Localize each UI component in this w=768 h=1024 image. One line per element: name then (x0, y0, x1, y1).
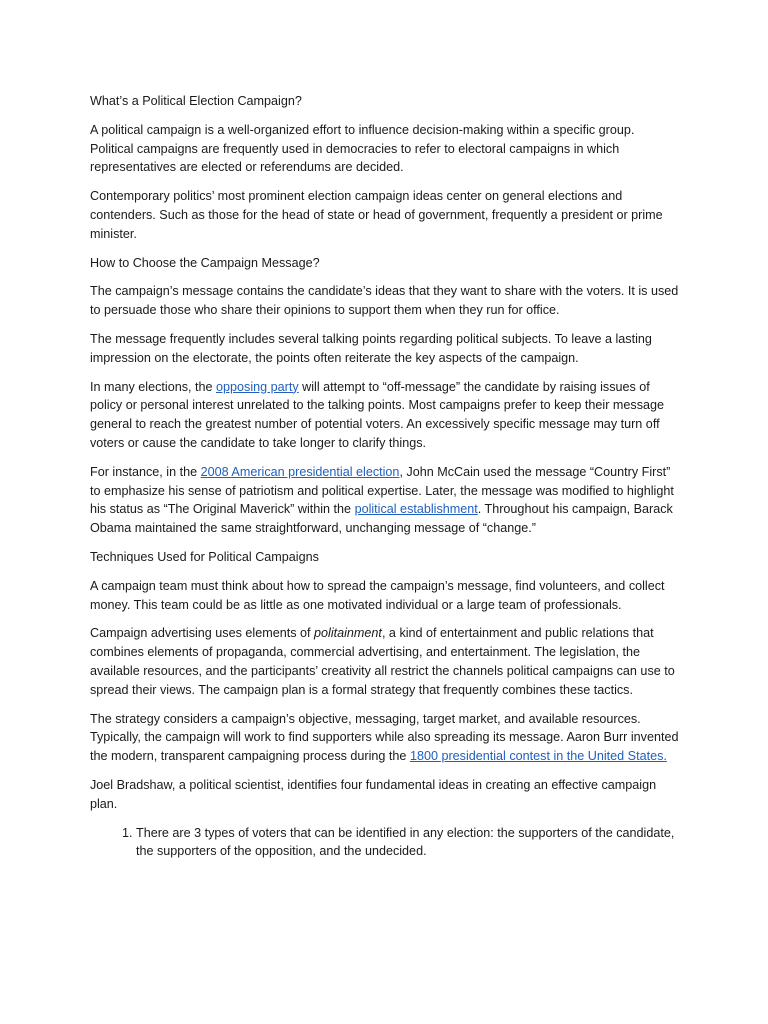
paragraph-talking-points: The message frequently includes several talking points regarding political subjects. To leave a lasting impression on the electorate, the points often reiterate the key aspects of the campaign. (90, 331, 652, 365)
link-2008-election[interactable]: 2008 American presidential election (200, 464, 400, 479)
section-heading-campaign-message: How to Choose the Campaign Message? (90, 255, 320, 270)
paragraph-off-message (90, 378, 680, 453)
section-heading-what-is-campaign: What’s a Political Election Campaign? (90, 94, 302, 108)
paragraph-advertising (90, 624, 680, 699)
paragraph-campaign-team: A campaign team must think about how to spread the campaign’s message, find volunteers, and collect money. This team could be as little as one motivated individual or a large team of professionals. (90, 578, 665, 612)
term-politainment: politainment (314, 626, 382, 641)
paragraph-advertising-text-2: , a kind of entertainment and public relations that combines elements of propaganda, commercial advertising, and entertainment. The legislation, the available resources, and the participants’ creativity all restrict the channels political campaigns can use to spread their views. The campaign plan is a formal strategy that frequently combines these tactics. (90, 626, 675, 697)
paragraph-mccain-text-2: , John McCain used the message “Country First” to emphasize his sense of patriotism and political expertise. Later, the message was modified to highlight his status as “The Original Maverick” within the (90, 464, 674, 517)
paragraph-campaign-message: The campaign’s message contains the candidate’s ideas that they want to share with the voters. It is used to persuade those who share their opinions to support them when they run for office. (90, 284, 679, 318)
link-opposing-party[interactable]: opposing party (216, 379, 299, 394)
link-political-establishment[interactable]: political establishment (354, 502, 478, 517)
paragraph-mccain-text-3: . Throughout his campaign, Barack Obama maintained the same straightforward, unchanging message of “change.” (90, 502, 673, 536)
section-heading-techniques: Techniques Used for Political Campaigns (90, 549, 319, 564)
paragraph-advertising-text-1: Campaign advertising uses elements of (90, 626, 315, 641)
paragraph-mccain-text-1: For instance, in the (90, 464, 201, 479)
paragraph-strategy-text: The strategy considers a campaign’s objective, messaging, target market, and available resources. Typically, the campaign will work to find supporters while also spreading its message. Aaron Burr invented the modern, transparent campaigning process during the (90, 711, 679, 764)
link-1800-contest[interactable]: 1800 presidential contest in the United States. (409, 749, 667, 764)
paragraph-definition: A political campaign is a well-organized effort to influence decision-making within a specific group. Political campaigns are frequently used in democracies to refer to electoral campaigns in which representatives are elected or referendums are decided. (90, 122, 635, 175)
list-item: 1. There are 3 types of voters that can be identified in any election: the supporters of the candidate, the supporters of the opposition, and the undecided. (136, 824, 680, 862)
paragraph-bradshaw: Joel Bradshaw, a political scientist, identifies four fundamental ideas in creating an effective campaign plan. (90, 777, 657, 811)
paragraph-off-message-text-2: will attempt to “off-message” the candidate by raising issues of policy or personal interest unrelated to the talking points. Most campaigns prefer to keep their message general to reach the greatest number of potential voters. An excessively specific message may turn off voters or cause the candidate to take longer to clarify things. (90, 379, 665, 450)
numbered-list (90, 824, 680, 862)
paragraph-mccain-example (90, 463, 680, 538)
paragraph-off-message-text-1: In many elections, the (90, 379, 217, 394)
paragraph-strategy (90, 710, 680, 766)
document-body (90, 92, 680, 861)
paragraph-contemporary-politics: Contemporary politics’ most prominent election campaign ideas center on general elections and contenders. Such as those for the head of state or head of government, frequently a president or prime minister. (90, 189, 663, 241)
